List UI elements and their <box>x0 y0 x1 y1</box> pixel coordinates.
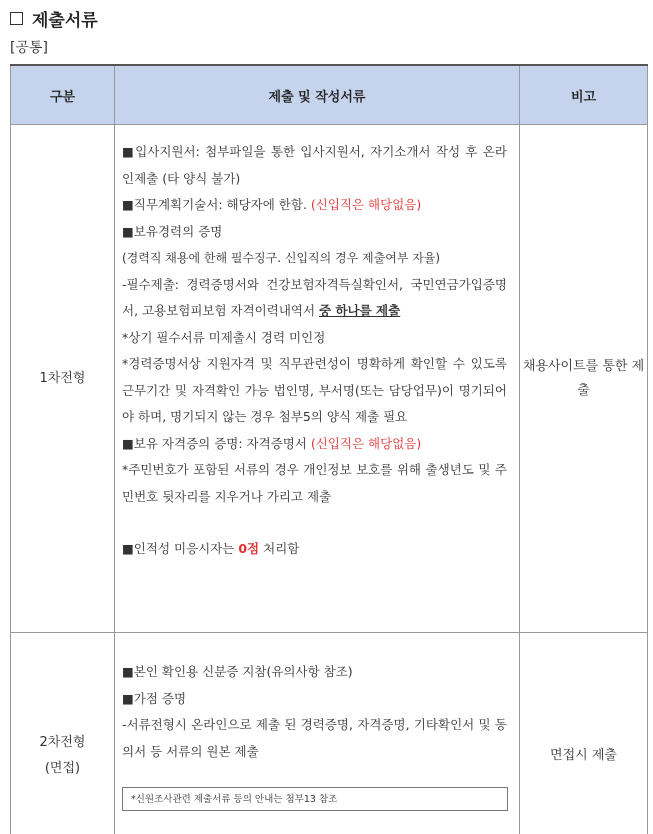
list-item: ■보유경력의 증명 <box>122 223 223 239</box>
documents-second-stage <box>115 633 520 834</box>
highlight-red: (신입직은 해당없음) <box>310 197 422 212</box>
section-title <box>10 5 98 31</box>
note-first-stage: 채용사이트를 통한 제출 <box>520 125 648 633</box>
list-item: ■직무계획기술서: 해당자에 한함. (신입직은 해당없음) <box>122 197 422 212</box>
header-note: 비고 <box>520 65 648 125</box>
list-item: ■본인 확인용 신분증 지참(유의사항 참조) <box>122 664 353 679</box>
list-item: *상기 필수서류 미제출시 경력 미인정 <box>122 329 326 345</box>
section-title-text: 제출서류 <box>32 10 98 31</box>
documents-table <box>10 64 648 834</box>
list-item: ■보유 자격증의 증명: 자격증명서 (신입직은 해당없음) <box>122 435 422 451</box>
note-second-stage: 면접시 제출 <box>520 633 648 834</box>
header-documents: 제출 및 작성서류 <box>115 65 520 125</box>
documents-first-stage <box>115 125 520 633</box>
list-item: *경력증명서상 지원자격 및 직무관련성이 명확하게 확인할 수 있도록 근무기간 및 자격확인 가능 법인명, 부서명(또는 담당업무)이 명기되어야 하며, 명기되지 않는 경우 첨부5의 양식 제출 필요 <box>122 356 507 424</box>
highlight-red: (신입직은 해당없음) <box>310 435 422 451</box>
list-item: (경력직 채용에 한해 필수징구. 신입직의 경우 제출여부 자율) <box>122 251 441 265</box>
checkbox-icon <box>10 12 23 25</box>
table-row-second-stage <box>11 633 648 834</box>
category-first-stage: 1차전형 <box>11 125 115 633</box>
table-row-first-stage <box>11 125 648 633</box>
list-item: ■입사지원서: 첨부파일을 통한 입사지원서, 자기소개서 작성 후 온라인제출 (타 양식 불가) <box>122 144 507 186</box>
list-item: *주민번호가 포함된 서류의 경우 개인정보 보호를 위해 출생년도 및 주민번호 뒷자리를 지우거나 가리고 제출 <box>122 462 507 504</box>
list-item: ■인적성 미응시자는 0점 처리함 <box>122 541 300 556</box>
table-header-row <box>11 65 648 125</box>
highlight-red: 0점 <box>238 541 260 556</box>
list-item: ■가점 증명 <box>122 690 187 706</box>
section-subtitle: [공통] <box>10 40 48 56</box>
notice-box: *신원조사관련 제출서류 등의 안내는 첨부13 참조 <box>122 787 508 811</box>
list-item: -서류전형시 온라인으로 제출 된 경력증명, 자격증명, 기타확인서 및 동의서 등 서류의 원본 제출 <box>122 717 507 759</box>
list-item: -필수제출: 경력증명서와 건강보험자격득실확인서, 국민연금가입증명서, 고용보험피보험 자격이력내역서 중 하나를 제출 <box>122 276 507 318</box>
header-category: 구분 <box>11 65 115 125</box>
highlight-bold: 중 하나를 제출 <box>319 303 401 318</box>
category-second-stage: 2차전형 (면접) <box>11 633 115 834</box>
